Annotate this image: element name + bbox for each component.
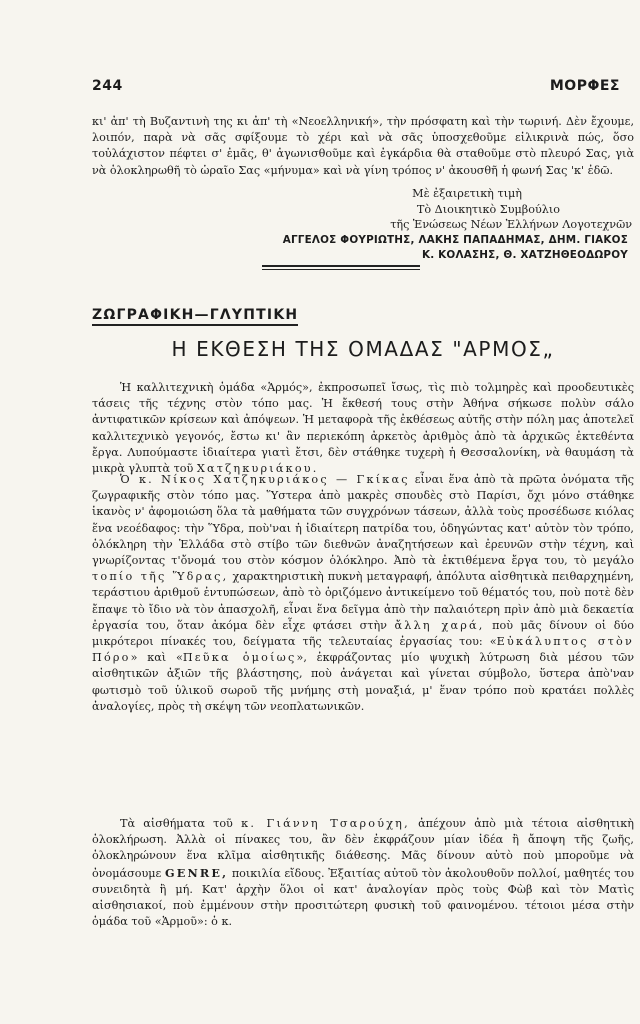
signature-board: Τὸ Διοικητικὸ Συμβούλιο bbox=[416, 202, 560, 216]
p3-genre: GENRE, bbox=[164, 865, 229, 880]
p3-name: κ. Γιάννη Τσαρούχη, bbox=[241, 817, 410, 830]
p2-eukalyptus: Εὐκάλυπτος στὸν Πόρο bbox=[92, 635, 634, 665]
journal-title: ΜΟΡΦΕΣ bbox=[549, 78, 620, 94]
page-number: 244 bbox=[92, 78, 123, 94]
p2-text-d: » καὶ « bbox=[130, 651, 183, 665]
p1-name: Χατζηκυριάκου. bbox=[196, 462, 319, 476]
section-title: ΖΩΓΡΑΦΙΚΗ—ΓΛΥΠΤΙΚΗ bbox=[92, 307, 298, 326]
section-divider bbox=[262, 265, 420, 267]
page-header bbox=[92, 78, 620, 94]
article-paragraph-3 bbox=[92, 816, 634, 930]
p2-pefka: Πεῦκα ὁμοίως bbox=[182, 651, 297, 665]
intro-paragraph: κι' ἀπ' τὴ Βυζαντινὴ της κι ἀπ' τὴ «Νεοελληνική», τὴν πρόσφατη καὶ τὴν τωρινή. Δὲν ἔχουμε, λοιπόν, παρὰ νὰ σᾶς σφίξουμε τὸ χέρι καὶ νὰ σᾶς ὑποσχεθοῦμε εἰλικρινὰ πώς, ὅσο τοὐλάχιστον πέφτει σ' ἐμᾶς, θ' ἀγωνισθοῦμε καὶ ἐγκάρδια θὰ σταθοῦμε στὸ πλευρό Σας, γιὰ νὰ ὁλοκληρωθῆ τὸ ὡραῖο Σας «μήνυμα» καὶ νὰ γίνη τρόπος ν' ἀκουσθῆ ἡ φωνή Σας 'κ' ἐδῶ. bbox=[92, 115, 634, 177]
p2-chara: ἄλλη χαρά, bbox=[394, 618, 485, 632]
article-paragraph-1 bbox=[92, 380, 634, 477]
p2-text-e: », ἐκφράζοντας μίο ψυχικὴ λύτρωση διὰ μέσου τῶν αἰσθητικῶν ἀξιῶν τῆς βλάστησης, ποὺ ἀνάγεται καὶ γίνεται σύμβολο, ὕστερα ἀπὸ'ναν φωτισμὸ τοῦ ὑλικοῦ σωροῦ τῆς μνήμης στὴ μοναξιά, μ' ἕναν τρόπο ποὺ κρατάει πολλὲς ἀναλογίες, πρὸς τὴ σκέψη τῶν νεοπλατωνικῶν. bbox=[92, 651, 635, 713]
p2-text-a: εἶναι ἕνα ἀπὸ τὰ πρῶτα ὀνόματα τῆς ζωγραφικῆς στὸν τόπο μας. Ὕστερα ἀπὸ μακρὲς σπουδὲς στὸ Παρίσι, ὄχι μόνο στάθηκε ἱκανὸς ν' ἀφομοιώση ὅλα τὰ μαθήματα τῶν συγχρόνων τάσεων, ἀλλὰ τοὺς προσέδωσε κιόλας ἕνα νεοέδαφος: τὴν Ὕδρα, ποὺ'ναι ἡ ἰδιαίτερη πατρίδα του, ὁδηγώντας κατ' αὐτὸν τὸν τρόπο, ὁλόκληρη τὴν Ἑλλάδα στὸ στίβο τῶν διεθνῶν ἀναζητήσεων καὶ ἐρευνῶν στὴν τέχνη, καὶ γνωρίζοντας τ'ὄνομά του στὸν κόσμον ὁλόκληρο. Ἀπὸ τὰ ἐκτιθέμενα ἔργα του, τὸ μεγάλο bbox=[92, 473, 634, 568]
p2-text-b: χαρακτηριστικὴ πυκνὴ μεταγραφή, ἀπόλυτα αἰσθητικὰ πειθαρχημένη, τεράστιου ἀριθμοῦ ἐντυπώσεων, ἀπὸ τὸ ὁριζόμενο ἀντικείμενο τοῦ θέματός του, ποὺ ποτὲ δὲν ἔπαψε τὸ ἴδιο νὰ τὸν ἀπασχολῆ, εἶναι ἕνα δεῖγμα ἀπὸ τὴν παλαιότερη πρὶν ἀπὸ μιὰ δεκαετία ἐργασία του, ὅταν ἀκόμα δὲν εἶχε φτάσει στὴν bbox=[92, 570, 634, 632]
p1-text: Ἡ καλλιτεχνικὴ ὁμάδα «Ἁρμός», ἐκπροσωπεῖ ἴσως, τὶς πιὸ τολμηρὲς καὶ προοδευτικὲς τάσεις τῆς τέχνης στὸν τόπο μας. Ἡ ἔκθεσή τους στὴν Ἀθήνα σήκωσε πολὺν σάλο ἀντιφατικῶν κρίσεων καὶ ἀπόψεων. Ἡ μεταφορὰ τῆς ἐκθέσεως αὐτῆς στὴν πόλη μας ἀποτελεῖ καλλιτεχνικὸ γεγονός, ἔστω κι' ἂν περιεκόπη ἀρκετὸς ἀριθμὸς ἀπὸ τὰ ἀρχικῶς ἐκτεθέντα ἔργα. Λυπούμαστε ἰδιαίτερα γιατὶ ἔτσι, δὲν στάθηκε τυχερὴ ἡ Θεσσαλονίκη, νὰ θαυμάση τὰ μικρὰ γλυπτὰ τοῦ bbox=[92, 381, 634, 476]
p2-hydra: τοπίο τῆς Ὕδρας, bbox=[92, 570, 229, 584]
signature-block bbox=[92, 186, 634, 264]
p3-text-a: Τὰ αἰσθήματα τοῦ bbox=[120, 817, 242, 830]
p2-name: Ὁ κ. Νίκος Χατζηκυριάκος — Γκίκας bbox=[120, 473, 410, 486]
signature-names-1: ΑΓΓΕΛΟΣ ΦΟΥΡΙΩΤΗΣ, ΛΑΚΗΣ ΠΑΠΑΔΗΜΑΣ, ΔΗΜ. ΓΙΑΚΟΣ bbox=[282, 233, 628, 246]
signature-closing: Μὲ ἐξαιρετικὴ τιμὴ bbox=[412, 187, 522, 200]
p3-text-c: ποικιλία εἴδους. Ἐξαιτίας αὐτοῦ τὸν ἀκολουθοῦν πολλοί, μαθητές του συνειδητὰ ἢ μή. Κατ' ἀρχὴν ὅλοι οἱ κατ' ἀναλογίαν πρὸς τοὺς Φὼβ καὶ τὸν Ματὶς αἰσθησιακοί, ποὺ ἐμμένουν στὴν προσιτώτερη φυσικὴ τοῦ φαινομένου. τέτοιοι μέσα στὴν ὁμάδα τοῦ «Ἁρμοῦ»: ὁ κ. bbox=[92, 866, 634, 929]
p2-text-c: ποὺ μᾶς δίνουν οἱ δύο μικρότεροι πίνακές του, δείγματα τῆς τελευταίας ἐργασίας του: « bbox=[92, 618, 634, 649]
signature-names-2: Κ. ΚΟΛΑΣΗΣ, Θ. ΧΑΤΖΗΘΕΟΔΩΡΟΥ bbox=[421, 249, 628, 262]
p3-text-b: ἀπέχουν ἀπὸ μιὰ τέτοια αἰσθητικὴ ὁλοκλήρωση. Ἀλλὰ οἱ πίνακες του, ἂν δὲν ἐκφράζουν μίαν ἰδέα ἢ ἄποψη τῆς ζωῆς, ὁλοκληρώνουν ἕνα κλῖμα αἰσθητικῆς διάθεσης. Μᾶς δίνουν αὐτὸ ποὺ μποροῦμε νὰ ὀνομάσουμε bbox=[92, 817, 634, 880]
article-headline: Η ΕΚΘΕΣΗ ΤΗΣ ΟΜΑΔΑΣ "ΑΡΜΟΣ„ bbox=[171, 337, 555, 361]
signature-union: τῆς Ἑνώσεως Νέων Ἑλλήνων Λογοτεχνῶν bbox=[390, 218, 632, 232]
article-paragraph-2 bbox=[92, 472, 634, 715]
